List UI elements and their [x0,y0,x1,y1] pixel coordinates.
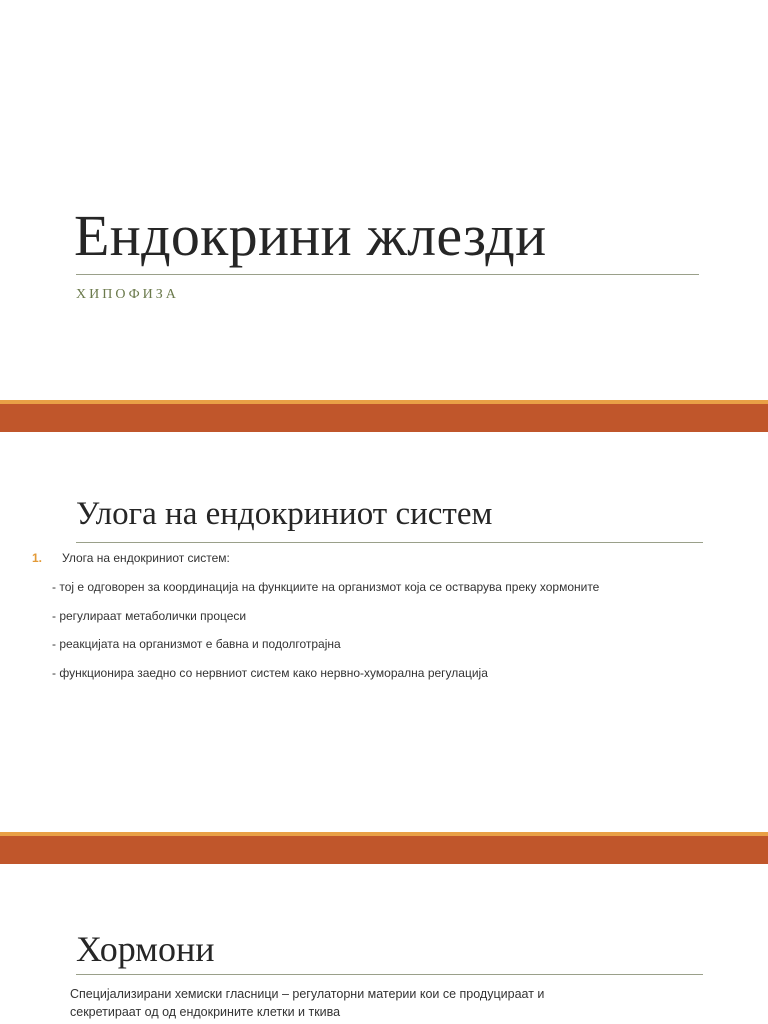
list-line: - тој е одговорен за координација на функциите на организмот која се остварува преку хормоните [52,580,600,594]
slide-heading: Хормони [76,929,215,969]
slide-heading: Улога на ендокриниот систем [76,496,493,532]
slide-hormones [0,864,768,1024]
slide-body [70,985,670,1021]
list-line: - регулираат метаболички процеси [52,609,247,623]
slide-divider [0,832,768,864]
list-heading: Улога на ендокриниот систем: [62,551,230,565]
list-line: - функционира заедно со нервниот систем како нервно-хуморална регулација [52,666,488,680]
list-line: - реакцијата на организмот е бавна и подолготрајна [52,637,341,651]
title-underline [76,274,699,275]
slide-divider [0,400,768,432]
slide-title [0,0,768,400]
slide-endocrine-role [0,432,768,832]
slide-subtitle: ХИПОФИЗА [76,287,179,302]
slide-title-heading: Ендокрини жлезди [74,203,547,268]
heading-underline [76,542,703,543]
body-line: секретираат од од ендокрините клетки и ткива [70,1005,341,1019]
heading-underline [76,974,703,975]
body-line: Специјализирани хемиски гласници – регулаторни материи кои се продуцираат и [70,987,545,1001]
list-number: 1. [32,551,43,565]
